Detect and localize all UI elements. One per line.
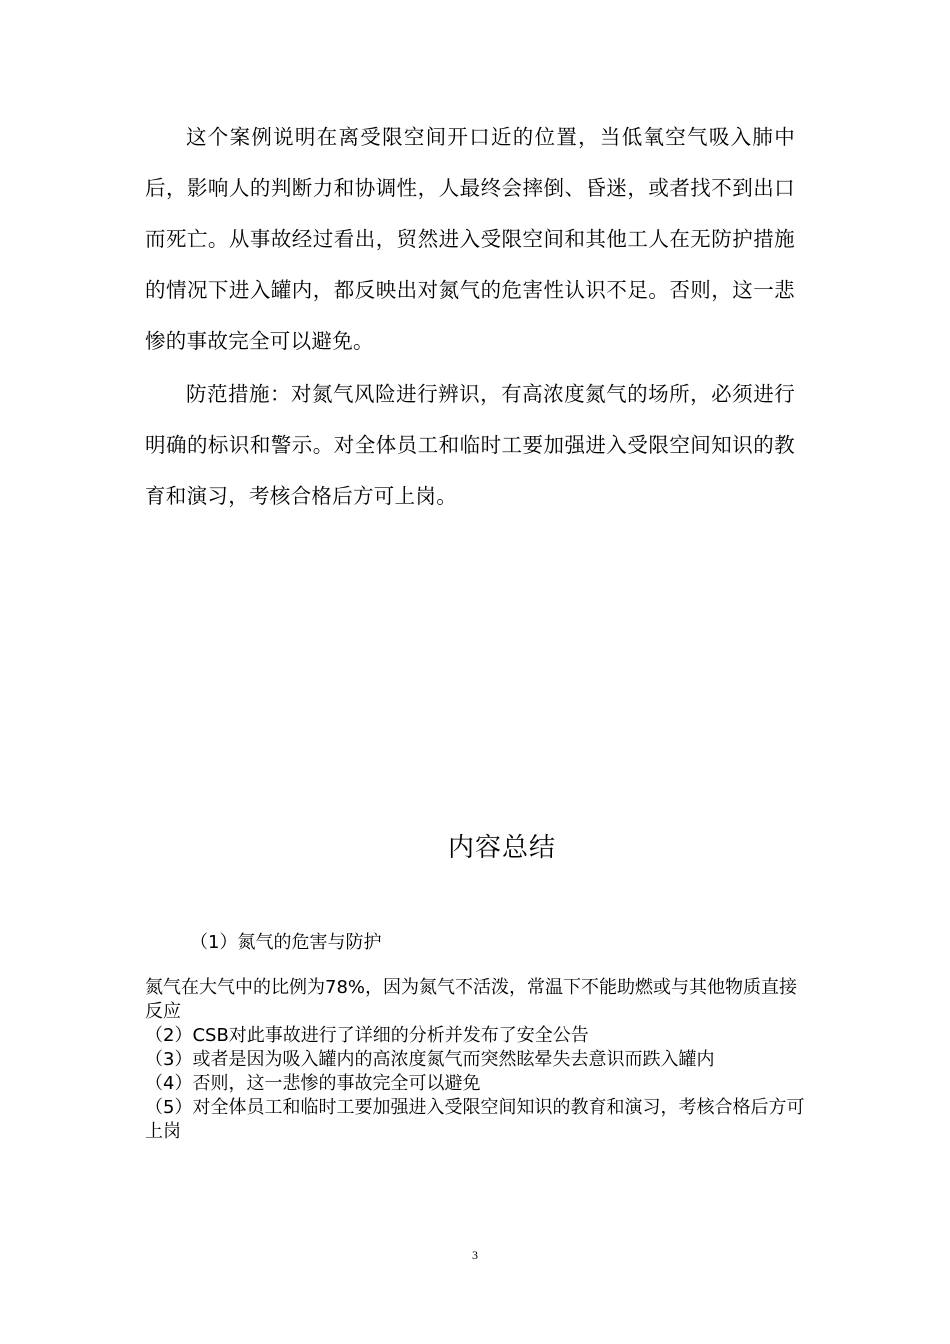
summary-item: 氮气在大气中的比例为78%，因为氮气不活泼，常温下不能助燃或与其他物质直接反应 bbox=[145, 977, 798, 1022]
body-paragraph-case-analysis bbox=[145, 112, 795, 367]
page-number: 3 bbox=[472, 1248, 478, 1262]
summary-item: （4）否则，这一悲惨的事故完全可以避免 bbox=[145, 1073, 481, 1094]
summary-item: （3）或者是因为吸入罐内的高浓度氮气而突然眩晕失去意识而跌入罐内 bbox=[145, 1049, 715, 1070]
summary-title: 内容总结 bbox=[447, 833, 556, 863]
summary-item: （2）CSB对此事故进行了详细的分析并发布了安全公告 bbox=[145, 1025, 589, 1046]
summary-subheading: （1）氮气的危害与防护 bbox=[190, 932, 382, 953]
paragraph-text: 这个案例说明在离受限空间开口近的位置，当低氧空气吸入肺中后，影响人的判断力和协调性，人最终会摔倒、昏迷，或者找不到出口而死亡。从事故经过看出，贸然进入受限空间和其他工人在无防护措施的情况下进入罐内，都反映出对氮气的危害性认识不足。否则，这一悲惨的事故完全可以避免。 bbox=[145, 125, 795, 353]
paragraph-text: 防范措施：对氮气风险进行辨识，有高浓度氮气的场所，必须进行明确的标识和警示。对全体员工和临时工要加强进入受限空间知识的教育和演习，考核合格后方可上岗。 bbox=[145, 382, 795, 508]
body-paragraph-prevention bbox=[145, 369, 795, 522]
summary-list bbox=[145, 976, 805, 1144]
summary-item: （5）对全体员工和临时工要加强进入受限空间知识的教育和演习，考核合格后方可上岗 bbox=[145, 1097, 805, 1142]
